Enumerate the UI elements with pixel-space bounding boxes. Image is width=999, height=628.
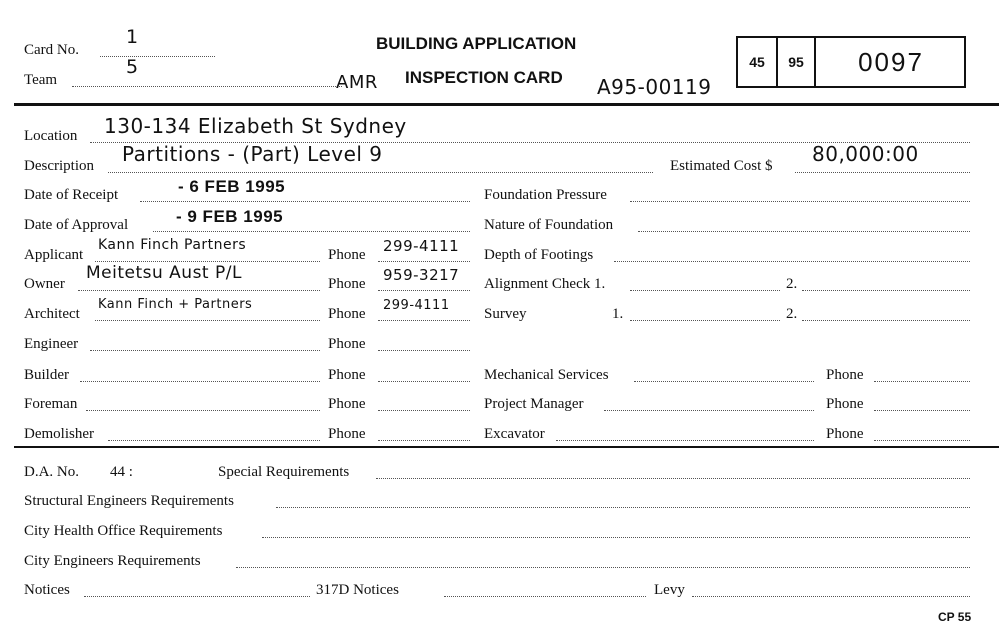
excavator-phone-label: Phone: [826, 426, 864, 442]
applicant-phone-label: Phone: [328, 247, 366, 263]
date-receipt-label: Date of Receipt: [24, 187, 119, 203]
description-label: Description: [24, 158, 94, 174]
title-line2: INSPECTION CARD: [405, 68, 563, 87]
card-no-value: 1: [126, 26, 139, 48]
da-value: 44 :: [110, 464, 133, 480]
mechanical-phone-line: [874, 367, 970, 382]
notices-317d-label: 317D Notices: [316, 582, 399, 598]
date-approval-value: - 9 FEB 1995: [176, 207, 284, 226]
architect-phone-label: Phone: [328, 306, 366, 322]
estimated-cost-label: Estimated Cost $: [670, 158, 773, 174]
notices-line: [84, 582, 310, 597]
project-manager-phone-line: [874, 396, 970, 411]
title-line1: BUILDING APPLICATION: [376, 34, 577, 53]
foundation-pressure-label: Foundation Pressure: [484, 187, 607, 203]
mechanical-phone-label: Phone: [826, 367, 864, 383]
excavator-label: Excavator: [484, 426, 545, 442]
box-code-1: 45: [738, 38, 778, 86]
box-code-2: 95: [778, 38, 816, 86]
demolisher-label: Demolisher: [24, 426, 94, 442]
middle-rule: [14, 446, 999, 448]
alignment-check-line-2: [802, 276, 970, 291]
foundation-pressure-line: [630, 187, 970, 202]
survey-2-label: 2.: [786, 306, 798, 322]
project-manager-phone-label: Phone: [826, 396, 864, 412]
builder-phone-line: [378, 367, 470, 382]
special-requirements-label: Special Requirements: [218, 464, 350, 480]
project-manager-line: [604, 396, 814, 411]
mechanical-line: [634, 367, 814, 382]
excavator-phone-line: [874, 426, 970, 441]
da-label: D.A. No.: [24, 464, 79, 480]
owner-phone-value: 959-3217: [383, 266, 460, 284]
builder-line: [80, 367, 320, 382]
depth-footings-label: Depth of Footings: [484, 247, 594, 263]
engineers-requirements-line: [236, 553, 970, 568]
date-receipt-value: - 6 FEB 1995: [178, 177, 286, 196]
builder-phone-label: Phone: [328, 367, 366, 383]
engineer-label: Engineer: [24, 336, 79, 352]
team-label: Team: [24, 72, 58, 88]
depth-footings-line: [614, 247, 970, 262]
mechanical-label: Mechanical Services: [484, 367, 609, 383]
nature-foundation-line: [638, 217, 970, 232]
notices-label: Notices: [24, 582, 70, 598]
initials: AMR: [336, 72, 378, 93]
project-manager-label: Project Manager: [484, 396, 584, 412]
demolisher-phone-label: Phone: [328, 426, 366, 442]
description-value: Partitions - (Part) Level 9: [122, 142, 383, 166]
nature-foundation-label: Nature of Foundation: [484, 217, 614, 233]
health-requirements-label: City Health Office Requirements: [24, 523, 223, 539]
location-label: Location: [24, 128, 78, 144]
applicant-label: Applicant: [24, 247, 84, 263]
survey-line-1: [630, 306, 780, 321]
architect-value: Kann Finch + Partners: [98, 297, 253, 312]
health-requirements-line: [262, 523, 970, 538]
alignment-check-line-1: [630, 276, 780, 291]
owner-label: Owner: [24, 276, 65, 292]
notices-317d-line: [444, 582, 646, 597]
date-approval-label: Date of Approval: [24, 217, 129, 233]
excavator-line: [556, 426, 814, 441]
structural-requirements-label: Structural Engineers Requirements: [24, 493, 234, 509]
card-no-line: [100, 42, 215, 57]
engineer-phone-label: Phone: [328, 336, 366, 352]
foreman-line: [86, 396, 320, 411]
engineer-phone-line: [378, 336, 470, 351]
architect-phone-value: 299-4111: [383, 298, 450, 313]
owner-value: Meitetsu Aust P/L: [86, 263, 242, 283]
alignment-check-label: Alignment Check 1.: [484, 276, 606, 292]
location-value: 130-134 Elizabeth St Sydney: [104, 114, 407, 138]
demolisher-line: [108, 426, 320, 441]
demolisher-phone-line: [378, 426, 470, 441]
alignment-check-2-label: 2.: [786, 276, 798, 292]
foreman-phone-label: Phone: [328, 396, 366, 412]
survey-label: Survey: [484, 306, 527, 322]
levy-label: Levy: [654, 582, 685, 598]
engineer-line: [90, 336, 320, 351]
applicant-value: Kann Finch Partners: [98, 237, 247, 253]
estimated-cost-value: 80,000:00: [812, 142, 919, 166]
survey-1-label: 1.: [612, 306, 624, 322]
engineers-requirements-label: City Engineers Requirements: [24, 553, 201, 569]
form-code: CP 55: [938, 610, 972, 624]
structural-requirements-line: [276, 493, 970, 508]
foreman-phone-line: [378, 396, 470, 411]
builder-label: Builder: [24, 367, 69, 383]
foreman-label: Foreman: [24, 396, 78, 412]
box-number: 0097: [858, 46, 924, 77]
top-rule: [14, 103, 999, 106]
team-line: [72, 72, 342, 87]
special-requirements-line: [376, 464, 970, 479]
card-number-box: [736, 36, 966, 88]
team-value: 5: [126, 56, 139, 78]
card-no-label: Card No.: [24, 42, 79, 58]
architect-label: Architect: [24, 306, 80, 322]
applicant-phone-value: 299-4111: [383, 237, 460, 255]
file-ref: A95-00119: [597, 75, 712, 99]
survey-line-2: [802, 306, 970, 321]
levy-line: [692, 582, 970, 597]
owner-phone-label: Phone: [328, 276, 366, 292]
